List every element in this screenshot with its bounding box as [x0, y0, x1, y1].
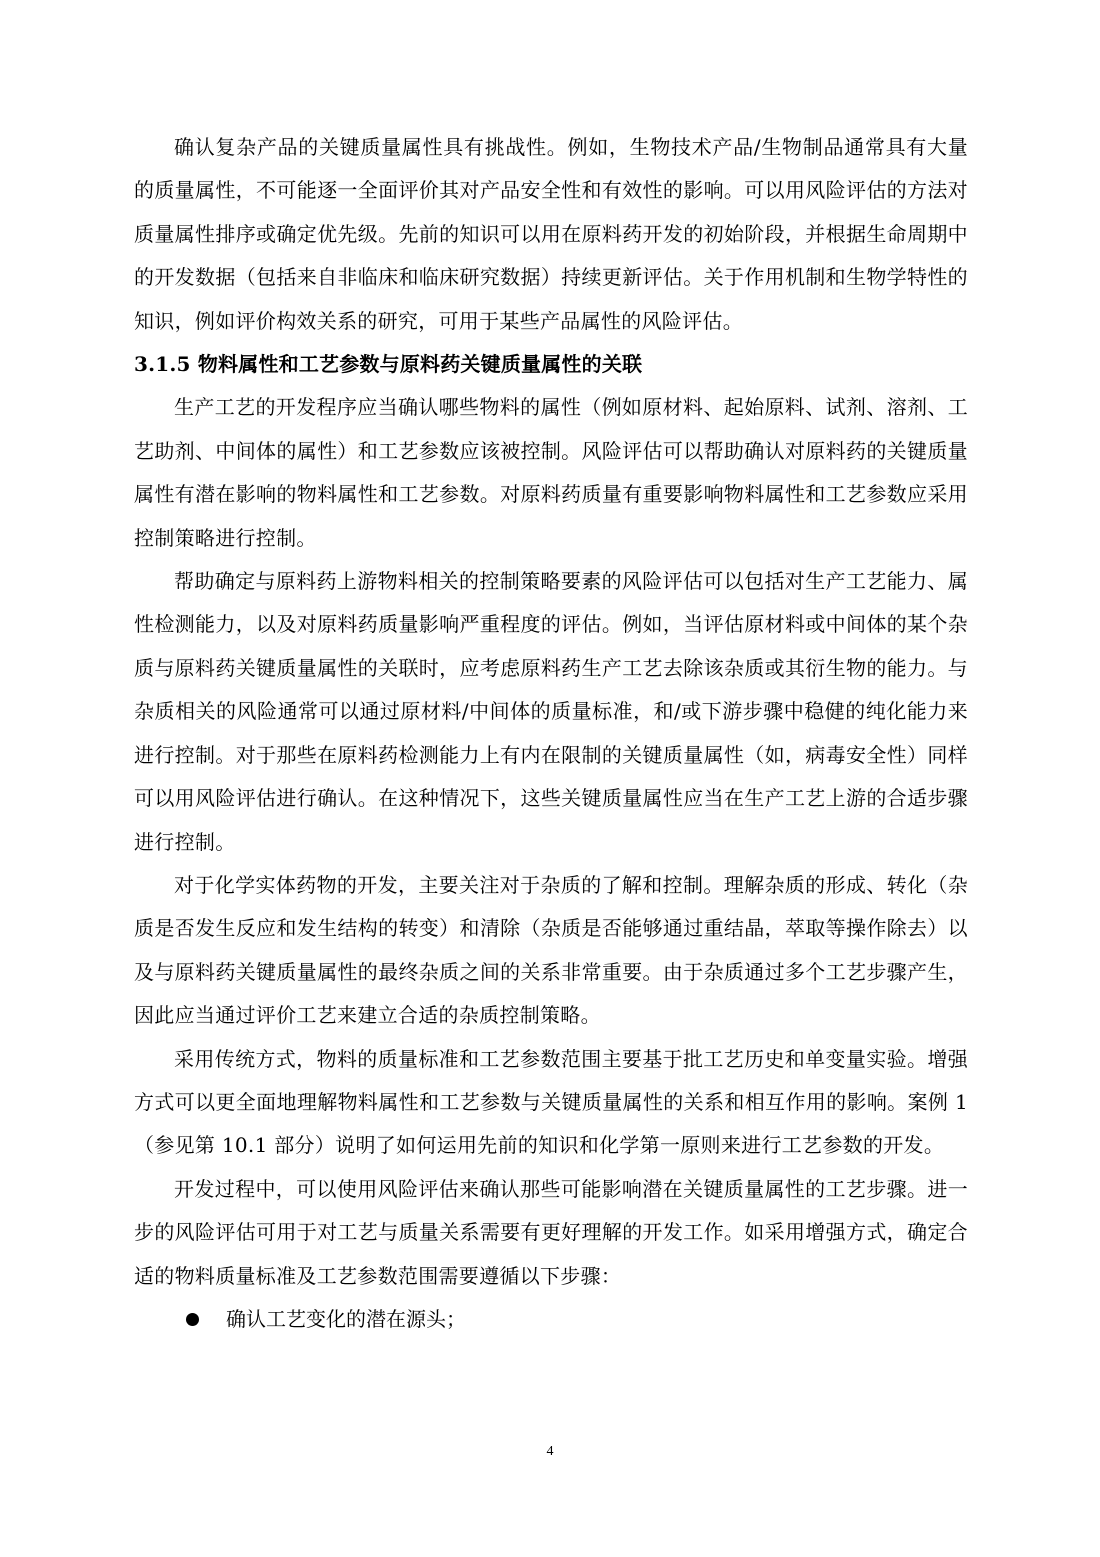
paragraph-cqa-complex-products: 确认复杂产品的关键质量属性具有挑战性。例如，生物技术产品/生物制品通常具有大量的质量属性，不可能逐一全面评价其对产品安全性和有效性的影响。可以用风险评估的方法对质量属性排序或确定优先级。先前的知识可以用在原料药开发的初始阶段，并根据生命周期中的开发数据（包括来自非临床和临床研究数据）持续更新评估。关于作用机制和生物学特性的知识，例如评价构效关系的研究，可用于某些产品属性的风险评估。 — [134, 135, 968, 333]
bullet-icon — [186, 1313, 199, 1326]
page-content — [134, 126, 968, 1341]
paragraph-risk-assessment-steps: 开发过程中，可以使用风险评估来确认那些可能影响潜在关键质量属性的工艺步骤。进一步的风险评估可用于对工艺与质量关系需要有更好理解的开发工作。如采用增强方式，确定合适的物料质量标准及工艺参数范围需要遵循以下步骤： — [134, 1176, 968, 1288]
section-heading: 3.1.5 物料属性和工艺参数与原料药关键质量属性的关联 — [134, 352, 643, 377]
list-item — [134, 1298, 968, 1341]
list-item-text: 确认工艺变化的潜在源头； — [226, 1306, 466, 1331]
page-number: 4 — [546, 1444, 554, 1459]
paragraph-traditional-vs-enhanced: 采用传统方式，物料的质量标准和工艺参数范围主要基于批工艺历史和单变量实验。增强方式可以更全面地理解物料属性和工艺参数与关键质量属性的关系和相互作用的影响。案例 1（参见第 10.1 部分）说明了如何运用先前的知识和化学第一原则来进行工艺参数的开发。 — [134, 1046, 968, 1158]
paragraph-upstream-control: 帮助确定与原料药上游物料相关的控制策略要素的风险评估可以包括对生产工艺能力、属性检测能力，以及对原料药质量影响严重程度的评估。例如，当评估原材料或中间体的某个杂质与原料药关键质量属性的关联时，应考虑原料药生产工艺去除该杂质或其衍生物的能力。与杂质相关的风险通常可以通过原材料/中间体的质量标准，和/或下游步骤中稳健的纯化能力来进行控制。对于那些在原料药检测能力上有内在限制的关键质量属性（如，病毒安全性）同样可以用风险评估进行确认。在这种情况下，这些关键质量属性应当在生产工艺上游的合适步骤进行控制。 — [134, 569, 968, 854]
paragraph-chemical-impurities: 对于化学实体药物的开发，主要关注对于杂质的了解和控制。理解杂质的形成、转化（杂质是否发生反应和发生结构的转变）和清除（杂质是否能够通过重结晶，萃取等操作除去）以及与原料药关键质量属性的最终杂质之间的关系非常重要。由于杂质通过多个工艺步骤产生，因此应当通过评价工艺来建立合适的杂质控制策略。 — [134, 872, 968, 1028]
paragraph-process-development: 生产工艺的开发程序应当确认哪些物料的属性（例如原材料、起始原料、试剂、溶剂、工艺助剂、中间体的属性）和工艺参数应该被控制。风险评估可以帮助确认对原料药的关键质量属性有潜在影响的物料属性和工艺参数。对原料药质量有重要影响物料属性和工艺参数应采用控制策略进行控制。 — [134, 395, 968, 550]
